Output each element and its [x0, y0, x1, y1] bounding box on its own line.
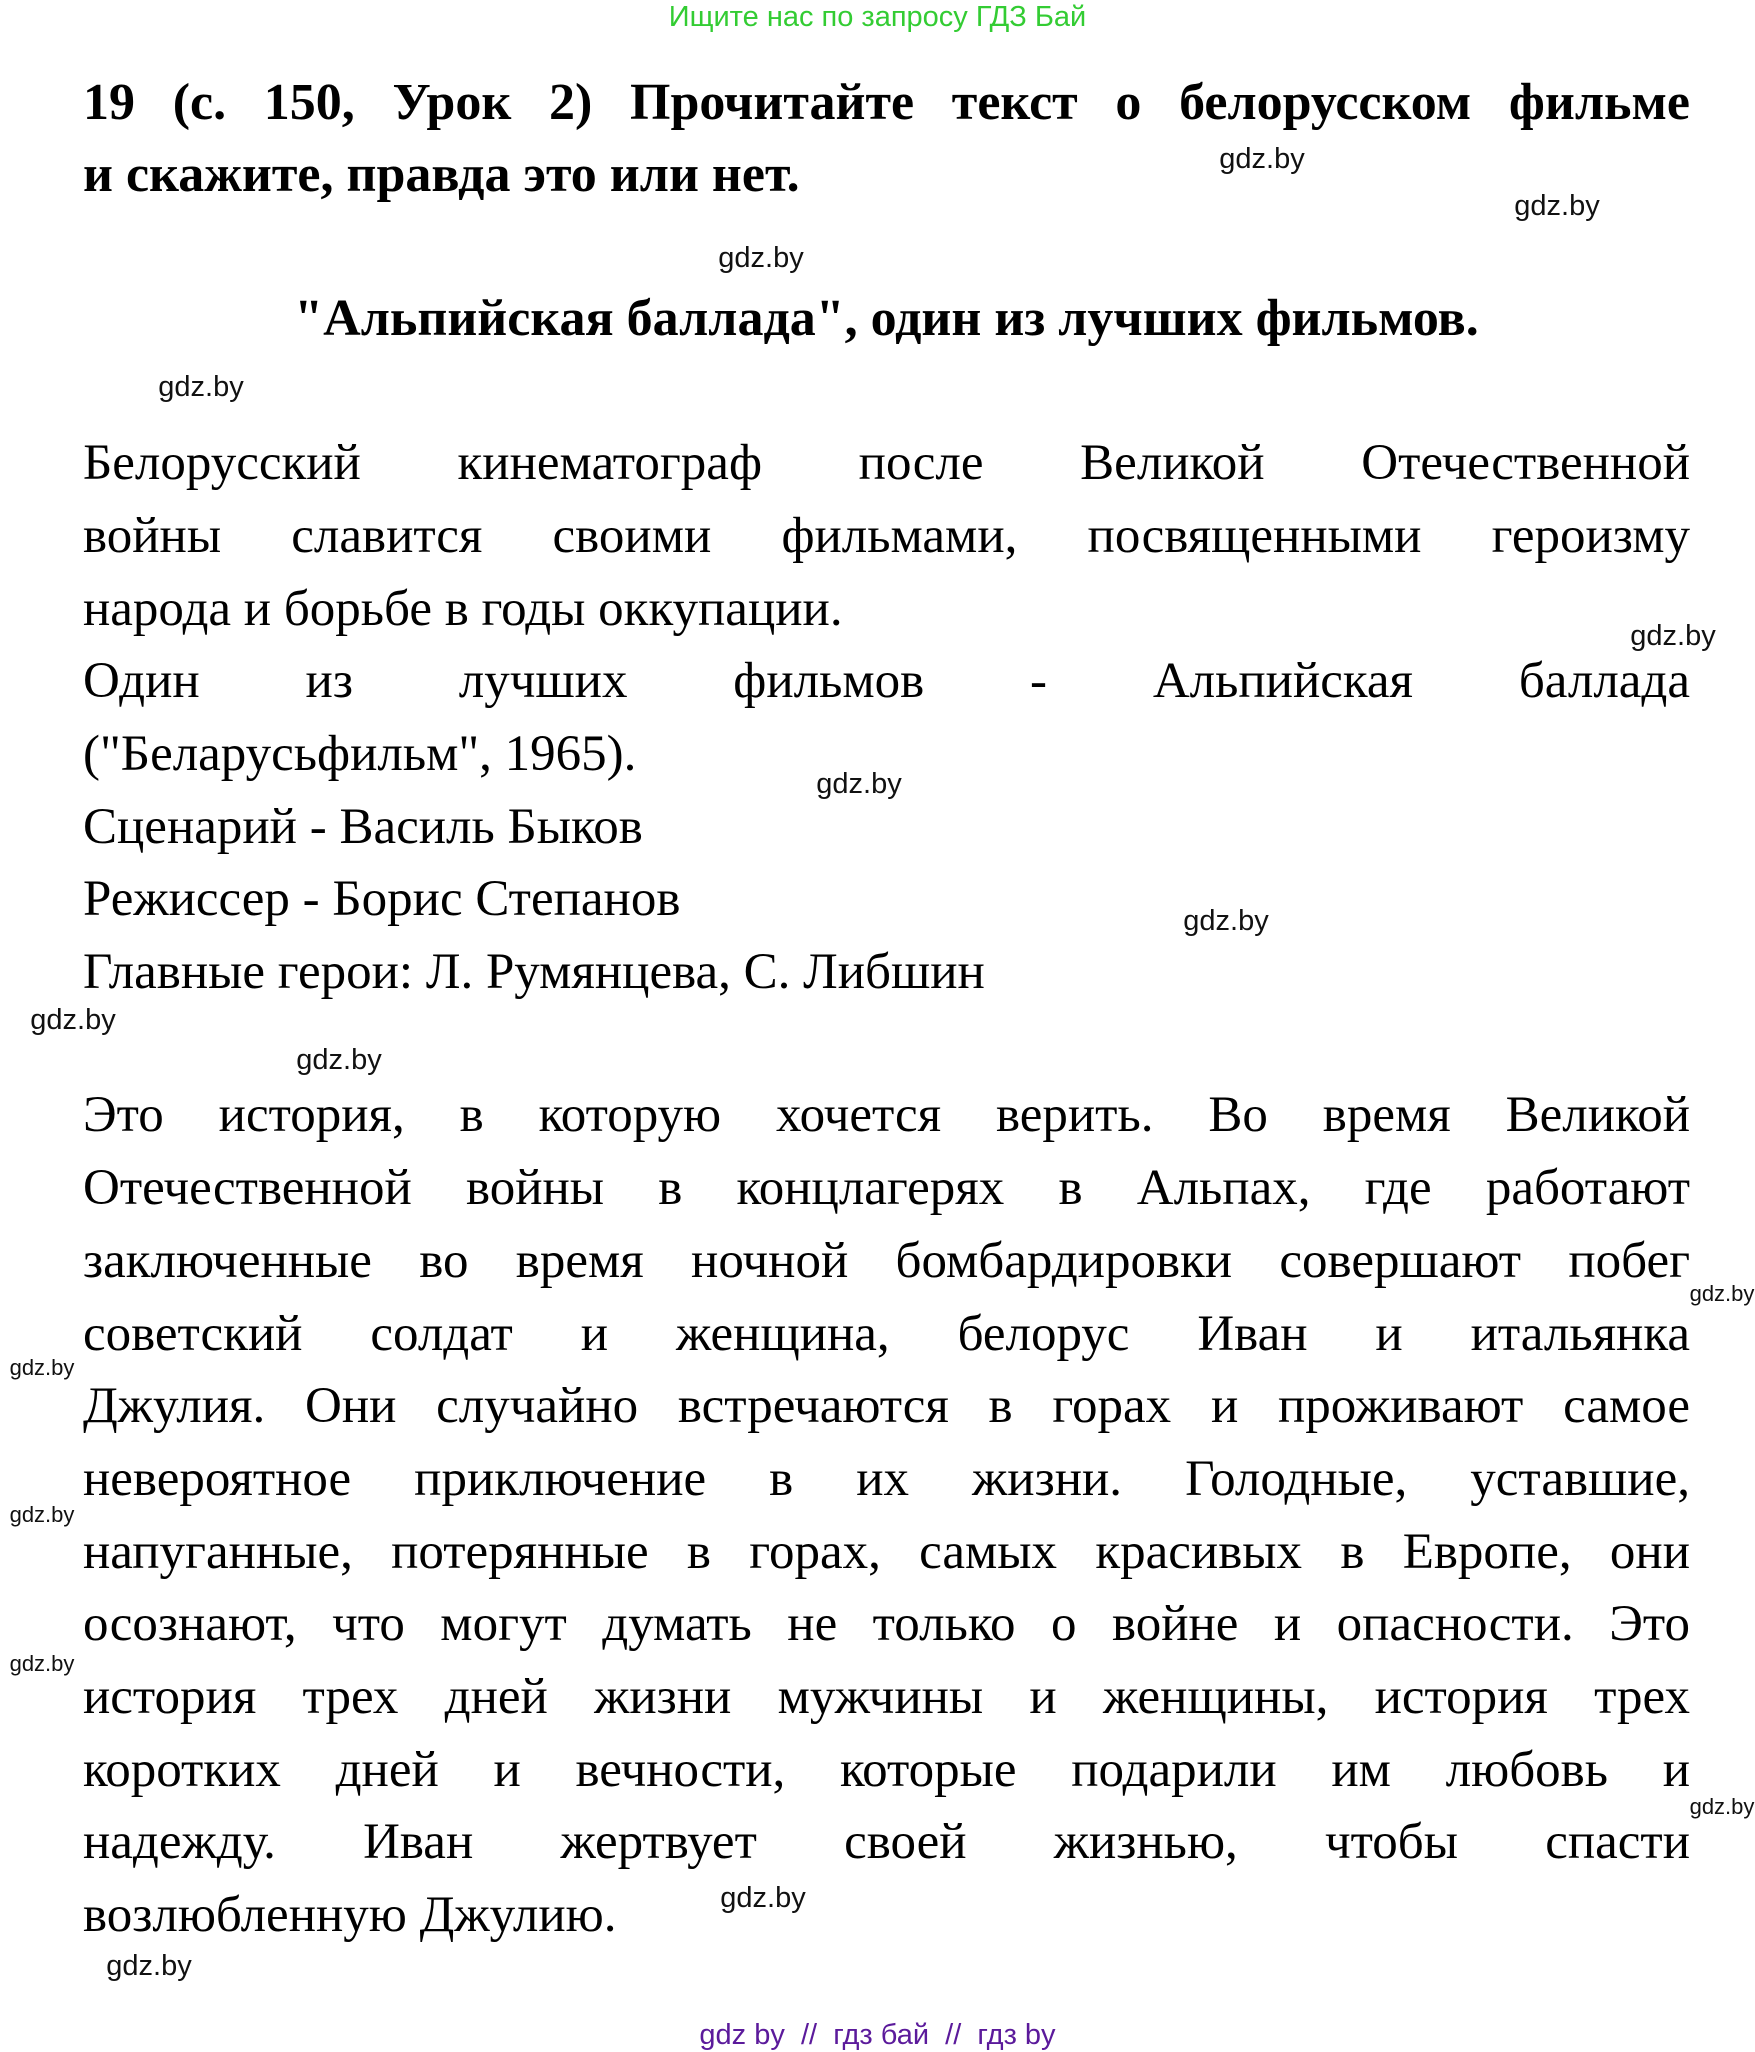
- search-banner[interactable]: Ищите нас по запросу ГДЗ Бай: [668, 1, 1087, 33]
- watermark: gdz.by: [158, 371, 244, 403]
- watermark: gdz.by: [720, 1882, 806, 1914]
- info-line: народа и борьбе в годы оккупации.: [83, 581, 843, 637]
- story-line: заключенные во время ночной бомбардировки совершают побег: [83, 1233, 1690, 1289]
- watermark: gdz.by: [9, 1355, 75, 1380]
- article-subtitle: "Альпийская баллада", один из лучших фильмов.: [294, 290, 1479, 347]
- watermark: gdz.by: [816, 768, 902, 800]
- story-line: Это история, в которую хочется верить. Во время Великой: [83, 1087, 1690, 1143]
- story-line: Отечественной войны в концлагерях в Альпах, где работают: [83, 1160, 1690, 1216]
- info-line: Белорусский кинематограф после Великой Отечественной: [83, 435, 1690, 491]
- watermark: gdz.by: [106, 1950, 192, 1982]
- story-line: советский солдат и женщина, белорус Иван и итальянка: [83, 1306, 1690, 1362]
- watermark: gdz.by: [9, 1502, 75, 1527]
- watermark: gdz.by: [30, 1004, 116, 1036]
- story-line: история трех дней жизни мужчины и женщины, история трех: [83, 1669, 1690, 1725]
- watermark: gdz.by: [1219, 143, 1305, 175]
- watermark: gdz.by: [9, 1651, 75, 1676]
- story-line: Джулия. Они случайно встречаются в горах и проживают самое: [83, 1378, 1690, 1434]
- info-line: войны славится своими фильмами, посвященными героизму: [83, 508, 1690, 564]
- watermark: gdz.by: [718, 242, 804, 274]
- story-line: возлюбленную Джулию.: [83, 1887, 617, 1943]
- watermark: gdz.by: [1689, 1281, 1755, 1306]
- story-line: осознают, что могут думать не только о войне и опасности. Это: [83, 1596, 1690, 1652]
- screenplay-line: Сценарий - Василь Быков: [83, 799, 643, 855]
- watermark: gdz.by: [1514, 190, 1600, 222]
- watermark: gdz.by: [1689, 1794, 1755, 1819]
- info-line: ("Беларусьфильм", 1965).: [83, 726, 637, 782]
- task-title-line-1: 19 (с. 150, Урок 2) Прочитайте текст о белорусском фильме: [83, 74, 1690, 131]
- info-line: Один из лучших фильмов - Альпийская баллада: [83, 653, 1690, 709]
- footer-links[interactable]: gdz by // гдз бай // гдз by: [699, 2019, 1056, 2051]
- director-line: Режиссер - Борис Степанов: [83, 871, 681, 927]
- story-line: надежду. Иван жертвует своей жизнью, чтобы спасти: [83, 1814, 1690, 1870]
- watermark: gdz.by: [1183, 905, 1269, 937]
- watermark: gdz.by: [1630, 620, 1716, 652]
- main-cast-line: Главные герои: Л. Румянцева, С. Либшин: [83, 944, 985, 1000]
- story-line: напуганные, потерянные в горах, самых красивых в Европе, они: [83, 1524, 1690, 1580]
- watermark: gdz.by: [296, 1044, 382, 1076]
- story-line: коротких дней и вечности, которые подарили им любовь и: [83, 1742, 1690, 1798]
- task-title-line-2: и скажите, правда это или нет.: [83, 146, 800, 203]
- story-line: невероятное приключение в их жизни. Голодные, уставшие,: [83, 1451, 1690, 1507]
